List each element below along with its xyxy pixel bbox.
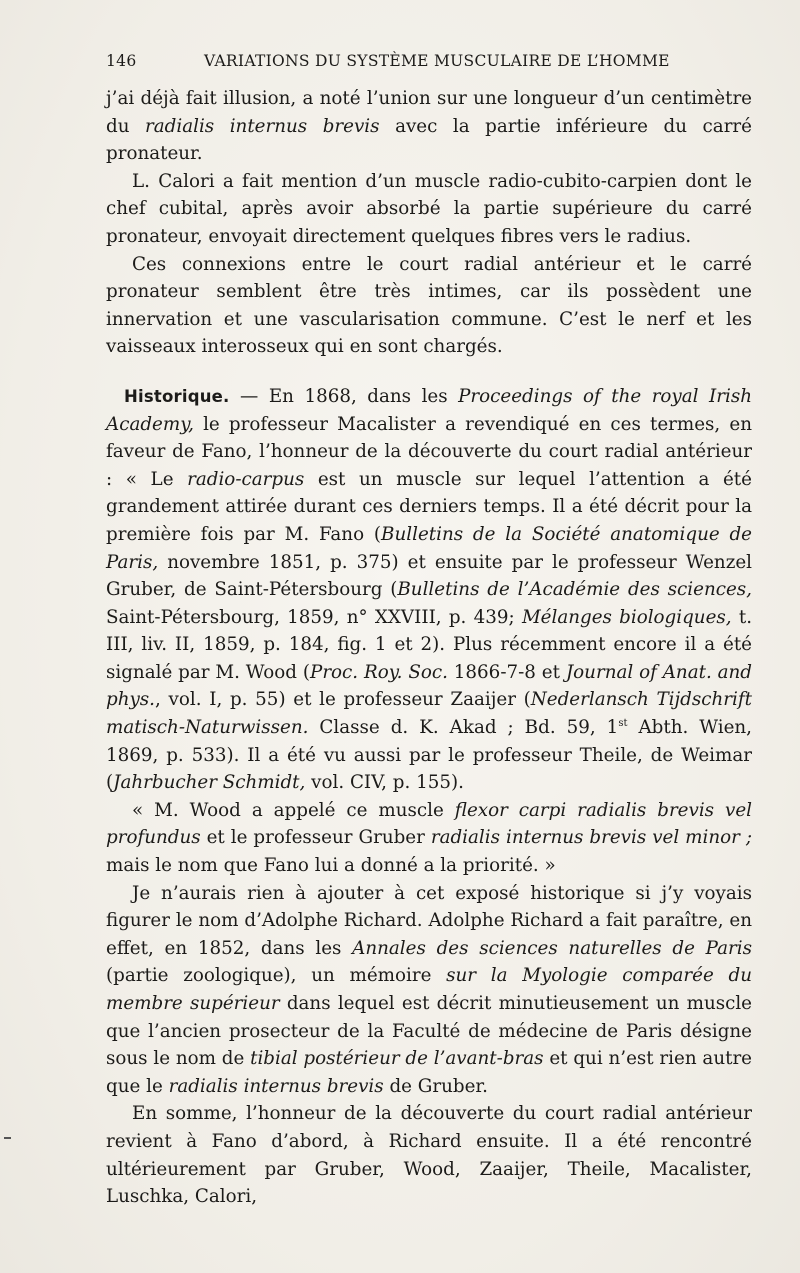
- margin-mark: [4, 1137, 11, 1139]
- paragraph-wood-quote: « M. Wood a appelé ce muscle flexor carpi radialis brevis vel profundus et le professeur Gruber radialis internus brevis vel minor ; mais le nom que Fano lui a donné a la priorité. »: [106, 799, 753, 877]
- paragraph-calori: L. Calori a fait mention d’un muscle radio-cubito-carpien dont le chef cubital, après avoir absorbé la partie supérieure du carré pronateur, envoyait directement quelques fibres vers le radius.: [106, 170, 752, 247]
- section-label-historique: Historique.: [124, 386, 230, 406]
- paragraph-connexions: Ces connexions entre le court radial antérieur et le carré pronateur semblent être très intimes, car ils possèdent une innervation et une vascularisation commune. C’est le nerf et les vaisseaux interosseux qui en sont chargés.: [106, 253, 752, 358]
- paragraph-continuation: j’ai déjà fait illusion, a noté l’union sur une longueur d’un centimètre du radialis internus brevis avec la partie inférieure du carré pronateur.: [106, 88, 752, 165]
- page-number: 146: [106, 52, 137, 70]
- body-text: [106, 85, 752, 1211]
- running-head: [106, 52, 752, 76]
- paragraph-historique: Historique. — En 1868, dans les Proceedings of the royal Irish Academy, le professeur Macalister a revendiqué en ces termes, en faveur de Fano, l’honneur de la découverte du court radial antérieur : « Le radio-carpus est un muscle sur lequel l’attention a été grandement attirée durant ces derniers temps. Il a été décrit pour la première fois par M. Fano (Bulletins de la Société anatomique de Paris, novembre 1851, p. 375) et ensuite par le professeur Wenzel Gruber, de Saint-Pétersbourg (Bulletins de l’Académie des sciences, Saint-Pétersbourg, 1859, n° XXVIII, p. 439; Mélanges biologiques, t. III, liv. II, 1859, p. 184, fig. 1 et 2). Plus récemment encore il a été signalé par M. Wood (Proc. Roy. Soc. 1866-7-8 et Journal of Anat. and phys., vol. I, p. 55) et le professeur Zaaijer (Nederlansch Tijdschrift matisch-Naturwissen. Classe d. K. Akad ; Bd. 59, 1st Abth. Wien, 1869, p. 533). Il a été vu aussi par le professeur Theile, de Weimar (Jahrbucher Schmidt, vol. CIV, p. 155).: [106, 385, 753, 794]
- paragraph-richard: Je n’aurais rien à ajouter à cet exposé historique si j’y voyais figurer le nom d’Adolphe Richard. Adolphe Richard a fait paraître, en effet, en 1852, dans les Annales des sciences naturelles de Paris (partie zoologique), un mémoire sur la Myologie comparée du membre supérieur dans lequel est décrit minutieusement un muscle que l’ancien prosecteur de la Faculté de médecine de Paris désigne sous le nom de tibial postérieur de l’avant-bras et qui n’est rien autre que le radialis internus brevis de Gruber.: [106, 882, 753, 1097]
- paragraph-en-somme: En somme, l’honneur de la découverte du court radial antérieur revient à Fano d’abord, à Richard ensuite. Il a été rencontré ultérieurement par Gruber, Wood, Zaaijer, Theile, Macalister, Luschka, Calori,: [106, 1103, 752, 1208]
- running-title: VARIATIONS DU SYSTÈME MUSCULAIRE DE L’HOMME: [204, 52, 670, 70]
